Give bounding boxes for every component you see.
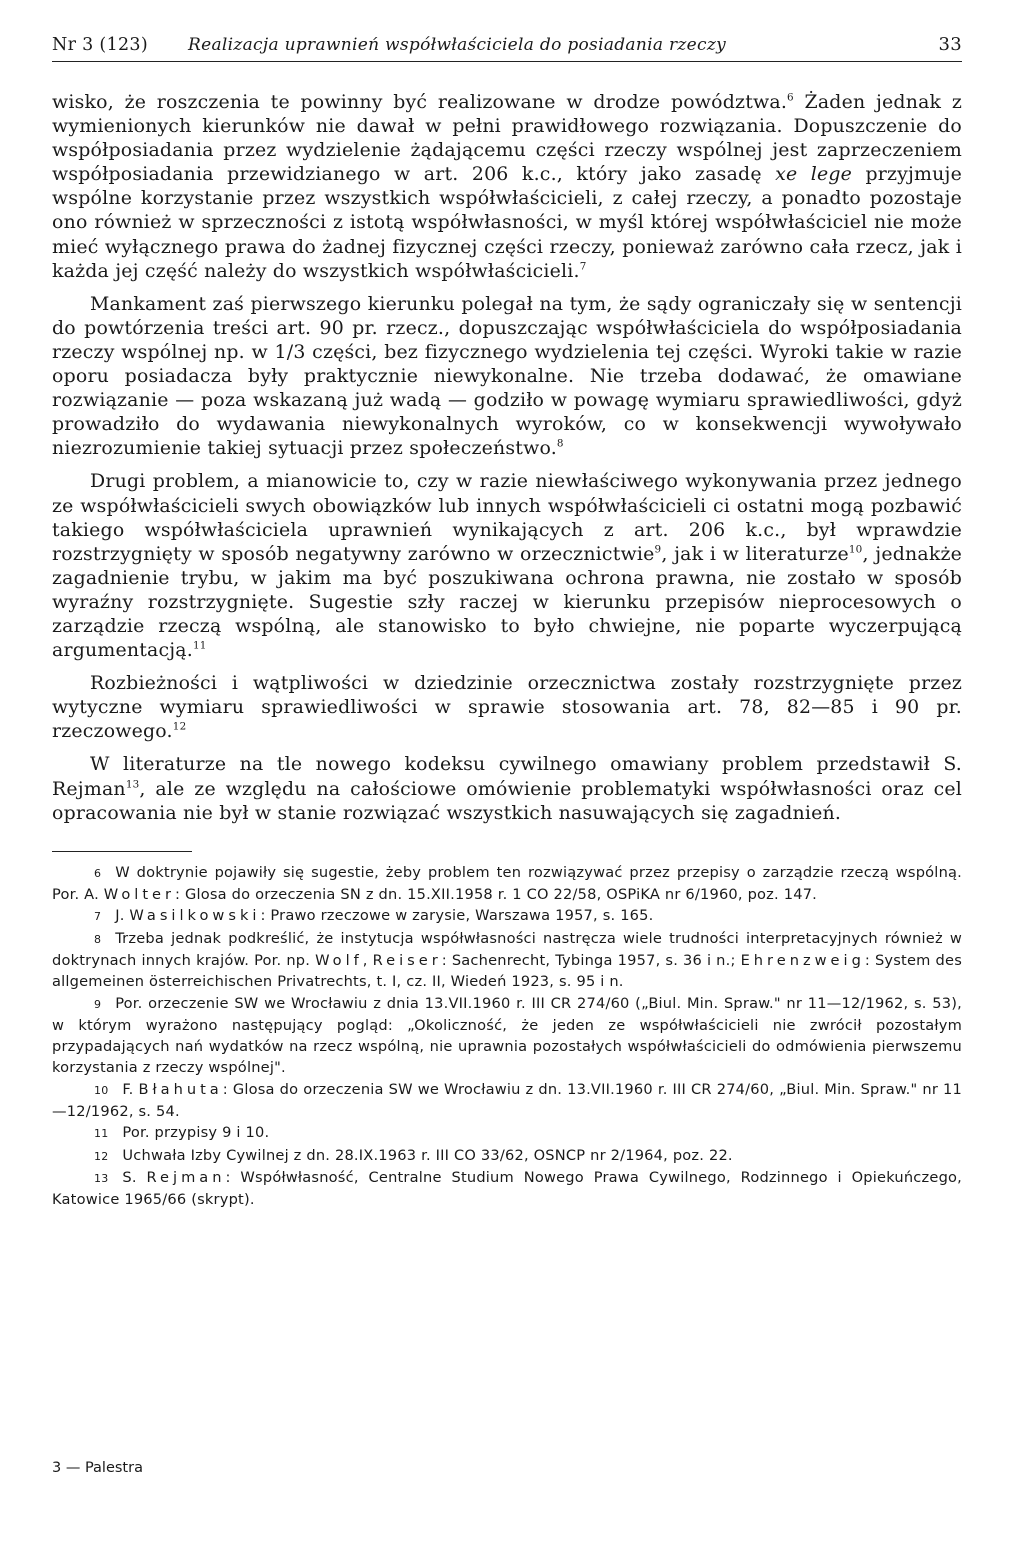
running-header (52, 34, 962, 62)
footnote-12: 12 Uchwała Izby Cywilnej z dn. 28.IX.1963 r. III CO 33/62, OSNCP nr 2/1964, poz. 22. (94, 1146, 733, 1164)
paragraph-4: Rozbieżności i wątpliwości w dziedzinie orzecznictwa zostały rozstrzygnięte przez wytyczne wymiaru sprawiedliwości w sprawie stosowania art. 78, 82—85 i 90 pr. rzeczowego.$^{12}$ (52, 672, 962, 743)
paragraph-5: W literaturze na tle nowego kodeksu cywilnego omawiany problem przedstawił S. Rejman$^{13}$, ale ze względu na całościowe omówienie problematyki współwłasności oraz cel opracowania nie był w stanie rozwiązać wszystkich nasuwających się zagadnień. (52, 753, 962, 824)
footnote-10: 10 F. Błahuta: Glosa do orzeczenia SW we Wrocławiu z dn. 13.VII.1960 r. III CR 274/60, „Biul. Min. Spraw." nr 11—12/1962, s. 54. (52, 1080, 962, 1120)
footnote-7: 7 J. Wasilkowski: Prawo rzeczowe w zarysie, Warszawa 1957, s. 165. (94, 907, 654, 925)
signature-mark: 3 — Palestra (52, 1460, 143, 1476)
paragraph-2: Mankament zaś pierwszego kierunku polegał na tym, że sądy ograniczały się w sentencji do powtórzenia treści art. 90 pr. rzecz., dopuszczając współwłaściciela do współposiadania rzeczy wspólnej np. w 1/3 części, bez fizycznego wydzielenia tej części. Wyroki takie w razie oporu posiadacza były praktycznie niewykonalne. Nie trzeba dodawać, że omawiane rozwiązanie — poza wskazaną już wadą — godziło w powagę wymiaru sprawiedliwości, gdyż prowadziło do wydawania niewykonalnych wyroków, co w konsekwencji wywoływało niezrozumienie takiej sytuacji przez społeczeństwo.$^8$ (52, 292, 962, 460)
footnote-ref-13[interactable]: 13 (125, 778, 140, 791)
footnote-ref-8[interactable]: 8 (556, 438, 564, 451)
issue-number: Nr 3 (123) (52, 35, 148, 55)
footnote-ref-7[interactable]: 7 (579, 260, 587, 273)
footnote-ref-12[interactable]: 12 (172, 721, 187, 734)
page-number: 33 (938, 34, 962, 55)
paragraph-1: wisko, że roszczenia te powinny być realizowane w drodze powództwa.$^6$ Żaden jednak z wymienionych kierunków nie dawał w pełni prawidłowego rozwiązania. Dopuszczenie do współposiadania przez wydzielenie żądającemu części rzeczy wspólnej jest zaprzeczeniem współposiadania przewidzianego w art. 206 k.c., który jako zasadę xe lege przyjmuje wspólne korzystanie przez wszystkich współwłaścicieli, z całej rzeczy, a ponadto pozostaje ono również w sprzeczności z istotą współwłasności, w myśl której współwłaściciel nie może mieć wyłącznego prawa do żadnej fizycznej części rzeczy, ponieważ zarówno cała rzecz, jak i każda jej część należy do wszystkich współwłaścicieli.$^7$ (52, 91, 962, 282)
footnote-8: 8 Trzeba jednak podkreślić, że instytucja współwłasności nastręcza wiele trudności interpretacyjnych również w doktrynach innych krajów. Por. np. Wolf, Reiser: Sachenrecht, Tybinga 1957, s. 36 i n.; Ehrenzweig: System des allgemeinen österreichischen Privatrechts, t. I, cz. II, Wiedeń 1923, s. 95 i n. (52, 929, 962, 991)
footnote-13: 13 S. Rejman: Współwłasność, Centralne Studium Nowego Prawa Cywilnego, Rodzinnego i Opiekuńczego, Katowice 1965/66 (skrypt). (52, 1168, 962, 1209)
footnote-6: 6 W doktrynie pojawiły się sugestie, żeby problem ten rozwiązywać przez przepisy o zarządzie rzeczą wspólną. Por. A. Wolter: Glosa do orzeczenia SN z dn. 15.XII.1958 r. 1 CO 22/58, OSPiKA nr 6/1960, poz. 147. (52, 863, 962, 904)
running-title: Realizacja uprawnień współwłaściciela do posiadania rzeczy (188, 35, 727, 55)
latin-phrase: xe lege (775, 163, 853, 186)
footnote-11: 11 Por. przypisy 9 i 10. (94, 1124, 270, 1142)
footnote-ref-9[interactable]: 9 (654, 543, 662, 556)
footnotes (52, 862, 962, 1211)
footnote-ref-6[interactable]: 6 (787, 91, 794, 104)
footnote-ref-10[interactable]: 10 (848, 543, 863, 556)
body-text (52, 90, 962, 825)
footnote-separator (52, 851, 192, 852)
paragraph-3: Drugi problem, a mianowicie to, czy w razie niewłaściwego wykonywania przez jednego ze współwłaścicieli swych obowiązków lub innych współwłaścicieli ci ostatni mogą pozbawić takiego współwłaściciela uprawnień wynikających z art. 206 k.c., był wprawdzie rozstrzygnięty w sposób negatywny zarówno w orzecznictwie$^9$, jak i w literaturze$^{10}$, jednakże zagadnienie trybu, w jakim ma być poszukiwana ochrona prawna, nie zostało w sposób wyraźny rozstrzygnięte. Sugestie szły raczej w kierunku przepisów nieprocesowych o zarządzie rzeczą wspólną, ale stanowisko to było chwiejne, nie poparte wyczerpującą argumentacją.$^{11}$ (52, 470, 963, 662)
footnote-9: 9 Por. orzeczenie SW we Wrocławiu z dnia 13.VII.1960 r. III CR 274/60 („Biul. Min. Spraw." nr 11—12/1962, s. 53), w którym wyrażono następujący pogląd: „Okoliczność, że jeden ze współwłaścicieli nie zwrócił pozostałym przypadających nań wydatków na rzecz wspólną, nie uprawnia pozostałych współwłaścicieli do odmówienia pierwszemu korzystania z rzeczy wspólnej". (52, 994, 962, 1077)
page (52, 34, 962, 1210)
footnote-ref-11[interactable]: 11 (192, 639, 207, 652)
